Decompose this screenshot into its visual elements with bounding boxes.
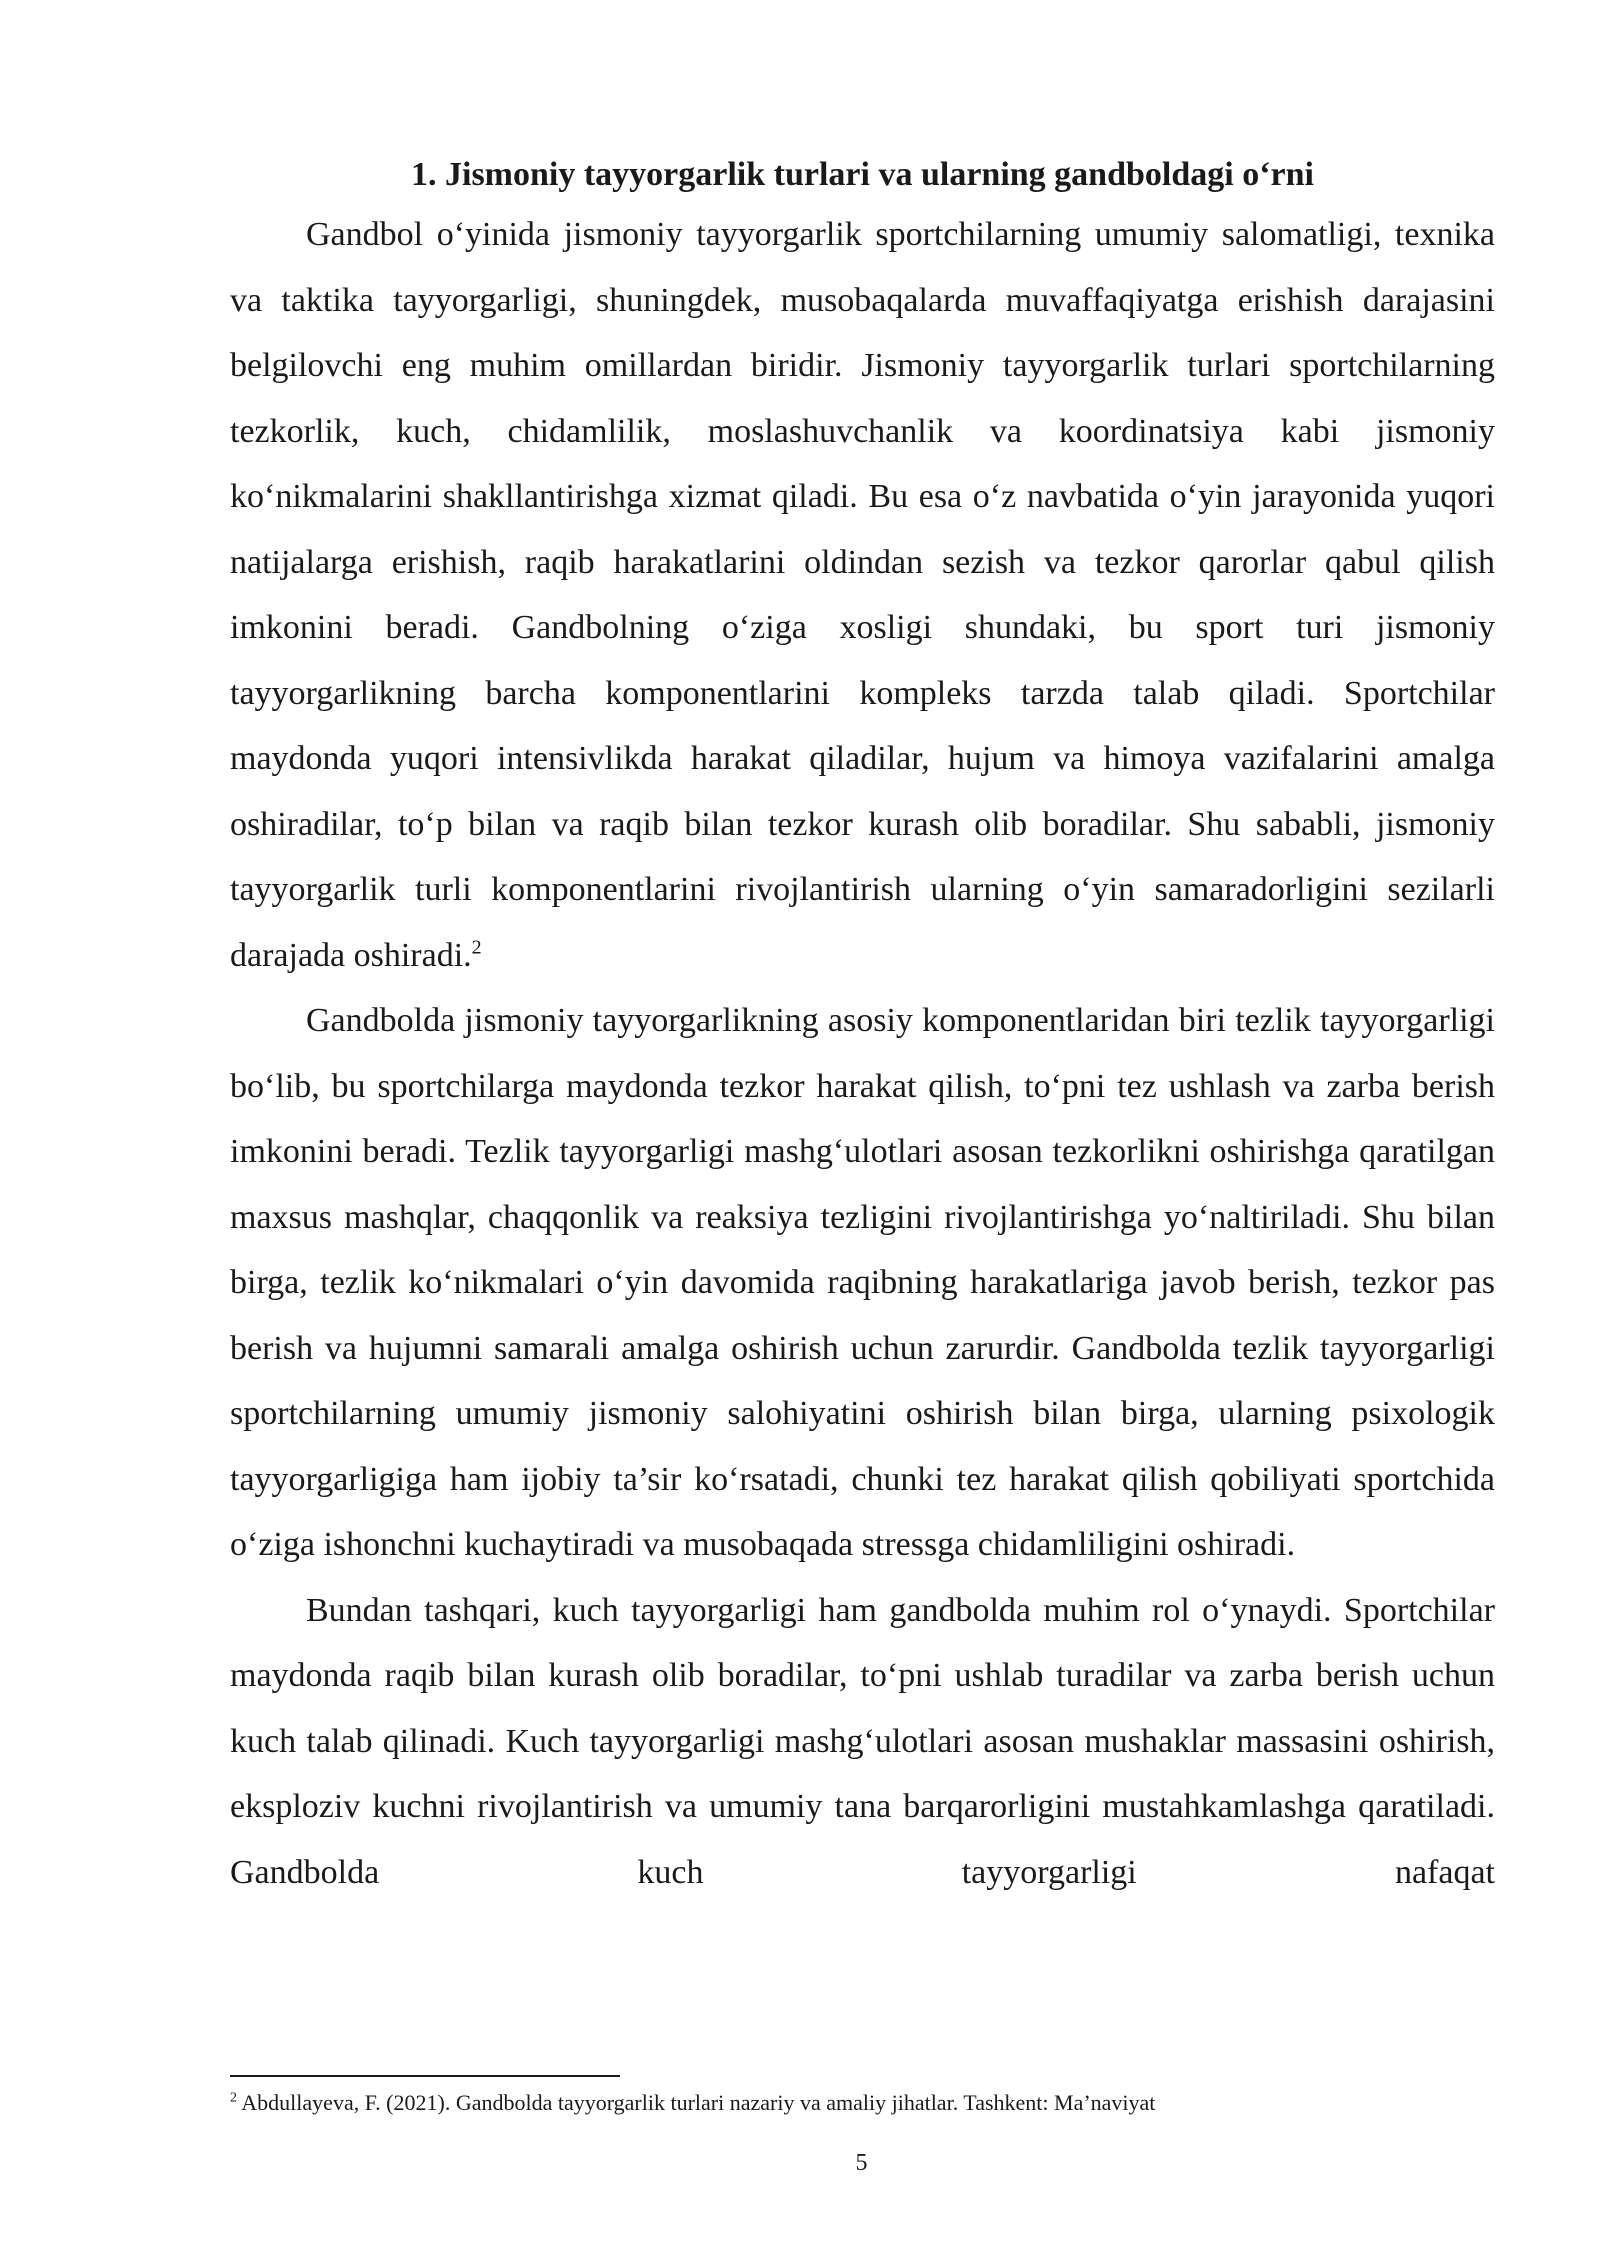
- paragraph-1: [230, 202, 1495, 988]
- page-number: 5: [855, 2150, 868, 2176]
- section-title: Jismoniy tayyorgarlik turlari va ularning gandboldagi o‘rni: [445, 156, 1314, 193]
- footnote-reference[interactable]: 2: [471, 936, 482, 959]
- section-number: 1: [411, 156, 428, 193]
- footnote-text: Abdullayeva, F. (2021). Gandbolda tayyorgarlik turlari nazariy va amaliy jihatlar. Tashkent: Ma’naviyat: [241, 2090, 1156, 2115]
- footnote-marker: 2: [230, 2090, 237, 2106]
- paragraph-3: Bundan tashqari, kuch tayyorgarligi ham gandbolda muhim rol o‘ynaydi. Sportchilar maydonda raqib bilan kurash olib boradilar, to‘pni ushlab turadilar va zarba berish uchun kuch talab qilinadi. Kuch tayyorgarligi mashg‘ulotlari asosan mushaklar massasini oshirish, eksploziv kuchni rivojlantirish va umumiy tana barqarorligini mustahkamlashga qaratiladi. Gandbolda kuch tayyorgarligi nafaqat: [230, 1591, 1495, 1891]
- footnote: [230, 2088, 1530, 2118]
- paragraph-2: Gandbolda jismoniy tayyorgarlikning asosiy komponentlaridan biri tezlik tayyorgarligi bo‘lib, bu sportchilarga maydonda tezkor harakat qilish, to‘pni tez ushlash va zarba berish imkonini beradi. Tezlik tayyorgarligi mashg‘ulotlari asosan tezkorlikni oshirishga qaratilgan maxsus mashqlar, chaqqonlik va reaksiya tezligini rivojlantirishga yo‘naltiriladi. Shu bilan birga, tezlik ko‘nikmalari o‘yin davomida raqibning harakatlariga javob berish, tezkor pas berish va hujumni samarali amalga oshirish uchun zarurdir. Gandbolda tezlik tayyorgarligi sportchilarning umumiy jismoniy salohiyatini oshirish bilan birga, ularning psixologik tayyorgarligiga ham ijobiy ta’sir ko‘rsatadi, chunki tez harakat qilish qobiliyati sportchida o‘ziga ishonchni kuchaytiradi va musobaqada stressga chidamliligini oshiradi.: [230, 1002, 1495, 1563]
- document-body: [230, 150, 1495, 1905]
- footnote-separator: [230, 2075, 620, 2077]
- section-heading: 1. Jismoniy tayyorgarlik turlari va ularning gandboldagi o‘rni: [411, 156, 1314, 193]
- paragraph-1-text: Gandbol o‘yinida jismoniy tayyorgarlik sportchilarning umumiy salomatligi, texnika va taktika tayyorgarligi, shuningdek, musobaqalarda muvaffaqiyatga erishish darajasini belgilovchi eng muhim omillardan biridir. Jismoniy tayyorgarlik turlari sportchilarning tezkorlik, kuch, chidamlilik, moslashuvchanlik va koordinatsiya kabi jismoniy ko‘nikmalarini shakllantirishga xizmat qiladi. Bu esa o‘z navbatida o‘yin jarayonida yuqori natijalarga erishish, raqib harakatlarini oldindan sezish va tezkor qarorlar qabul qilish imkonini beradi. Gandbolning o‘ziga xosligi shundaki, bu sport turi jismoniy tayyorgarlikning barcha komponentlarini kompleks tarzda talab qiladi. Sportchilar maydonda yuqori intensivlikda harakat qiladilar, hujum va himoya vazifalarini amalga oshiradilar, to‘p bilan va raqib bilan tezkor kurash olib boradilar. Shu sababli, jismoniy tayyorgarlik turli komponentlarini rivojlantirish ularning o‘yin samaradorligini sezilarli darajada oshiradi.: [230, 216, 1495, 974]
